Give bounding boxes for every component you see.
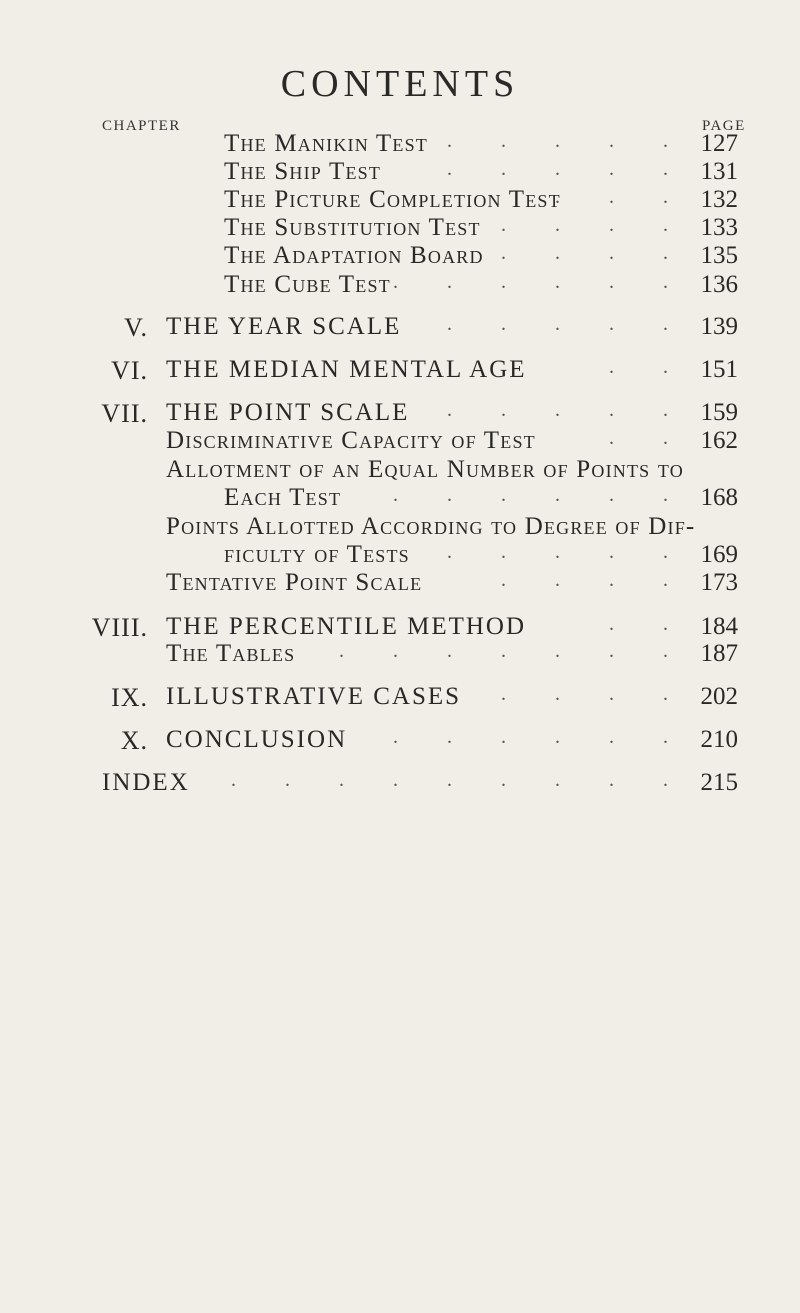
entry-title: CONCLUSION: [166, 726, 348, 753]
toc-entry[interactable]: [0, 640, 800, 672]
toc-entry[interactable]: [0, 769, 800, 801]
entry-title: INDEX: [102, 769, 190, 796]
leader-dots: . .: [609, 613, 690, 635]
leader-dots: . . . .: [501, 569, 690, 591]
toc-entry[interactable]: [0, 356, 800, 388]
page-number: 210: [700, 726, 738, 753]
leader-dots: . . . . .: [447, 158, 690, 180]
page-number: 168: [700, 484, 738, 511]
toc-entry[interactable]: [0, 726, 800, 758]
chapter-column-header: CHAPTER: [102, 118, 181, 134]
leader-dots: . . . . .: [447, 130, 690, 152]
page-number: 159: [700, 399, 738, 426]
leader-dots: . .: [609, 427, 690, 449]
toc-entry[interactable]: [0, 271, 800, 303]
page-number: 173: [700, 569, 738, 596]
page-column-header: PAGE: [702, 118, 746, 134]
entry-title: The Picture Completion Test: [224, 186, 561, 213]
leader-dots: . . . .: [501, 683, 690, 705]
entry-title: The Cube Test: [224, 271, 391, 298]
leader-dots: . . .: [555, 186, 690, 208]
entry-title: Discriminative Capacity of Test: [166, 427, 536, 454]
entry-title: THE PERCENTILE METHOD: [166, 613, 527, 640]
toc-entry[interactable]: [0, 683, 800, 715]
page-number: 127: [700, 130, 738, 157]
page-number: 162: [700, 427, 738, 454]
page-title: CONTENTS: [280, 63, 520, 105]
chapter-number: X.: [120, 726, 148, 755]
leader-dots: . . . . . .: [393, 271, 690, 293]
toc-entry[interactable]: [0, 242, 800, 274]
page-number: 202: [700, 683, 738, 710]
page-number: 151: [700, 356, 738, 383]
page-number: 132: [700, 186, 738, 213]
leader-dots: . . . . . .: [393, 726, 690, 748]
leader-dots: . . . . .: [447, 541, 690, 563]
entry-title: THE YEAR SCALE: [166, 313, 402, 340]
leader-dots: . . . . . .: [393, 313, 690, 335]
leader-dots: . . . . . . .: [339, 640, 690, 662]
page-number: 169: [700, 541, 738, 568]
entry-title: THE POINT SCALE: [166, 399, 410, 426]
entry-title: The Tables: [166, 640, 296, 667]
toc-entry[interactable]: [0, 484, 800, 516]
leader-dots: . . . . . .: [393, 484, 690, 506]
chapter-number: IX.: [111, 683, 148, 712]
leader-dots: . . . .: [501, 214, 690, 236]
page-number: 131: [700, 158, 738, 185]
entry-title: THE MEDIAN MENTAL AGE: [166, 356, 527, 383]
entry-title: The Adaptation Board: [224, 242, 484, 269]
entry-title: The Manikin Test: [224, 130, 428, 157]
entry-title: ficulty of Tests: [224, 541, 410, 568]
entry-title: ILLUSTRATIVE CASES: [166, 683, 462, 710]
toc-entry[interactable]: [0, 427, 800, 459]
toc-entry[interactable]: [0, 313, 800, 345]
entry-title: The Ship Test: [224, 158, 382, 185]
chapter-number: VIII.: [91, 613, 148, 642]
chapter-number: VI.: [111, 356, 148, 385]
page-number: 139: [700, 313, 738, 340]
leader-dots: . . . . . . . . .: [231, 769, 690, 791]
entry-title: Tentative Point Scale: [166, 569, 423, 596]
leader-dots: . . . . .: [447, 399, 690, 421]
page-number: 135: [700, 242, 738, 269]
chapter-number: V.: [124, 313, 148, 342]
entry-title: The Substitution Test: [224, 214, 481, 241]
page-number: 184: [700, 613, 738, 640]
chapter-number: VII.: [101, 399, 148, 428]
entry-title: Points Allotted According to Degree of Dif-: [166, 513, 696, 540]
entry-title: Allotment of an Equal Number of Points to: [166, 456, 684, 483]
leader-dots: . . . . .: [447, 242, 690, 264]
page-number: 136: [700, 271, 738, 298]
page-number: 187: [700, 640, 738, 667]
toc-entry[interactable]: [0, 569, 800, 601]
leader-dots: . .: [609, 356, 690, 378]
entry-title: Each Test: [224, 484, 342, 511]
page-number: 133: [700, 214, 738, 241]
page-number: 215: [700, 769, 738, 796]
